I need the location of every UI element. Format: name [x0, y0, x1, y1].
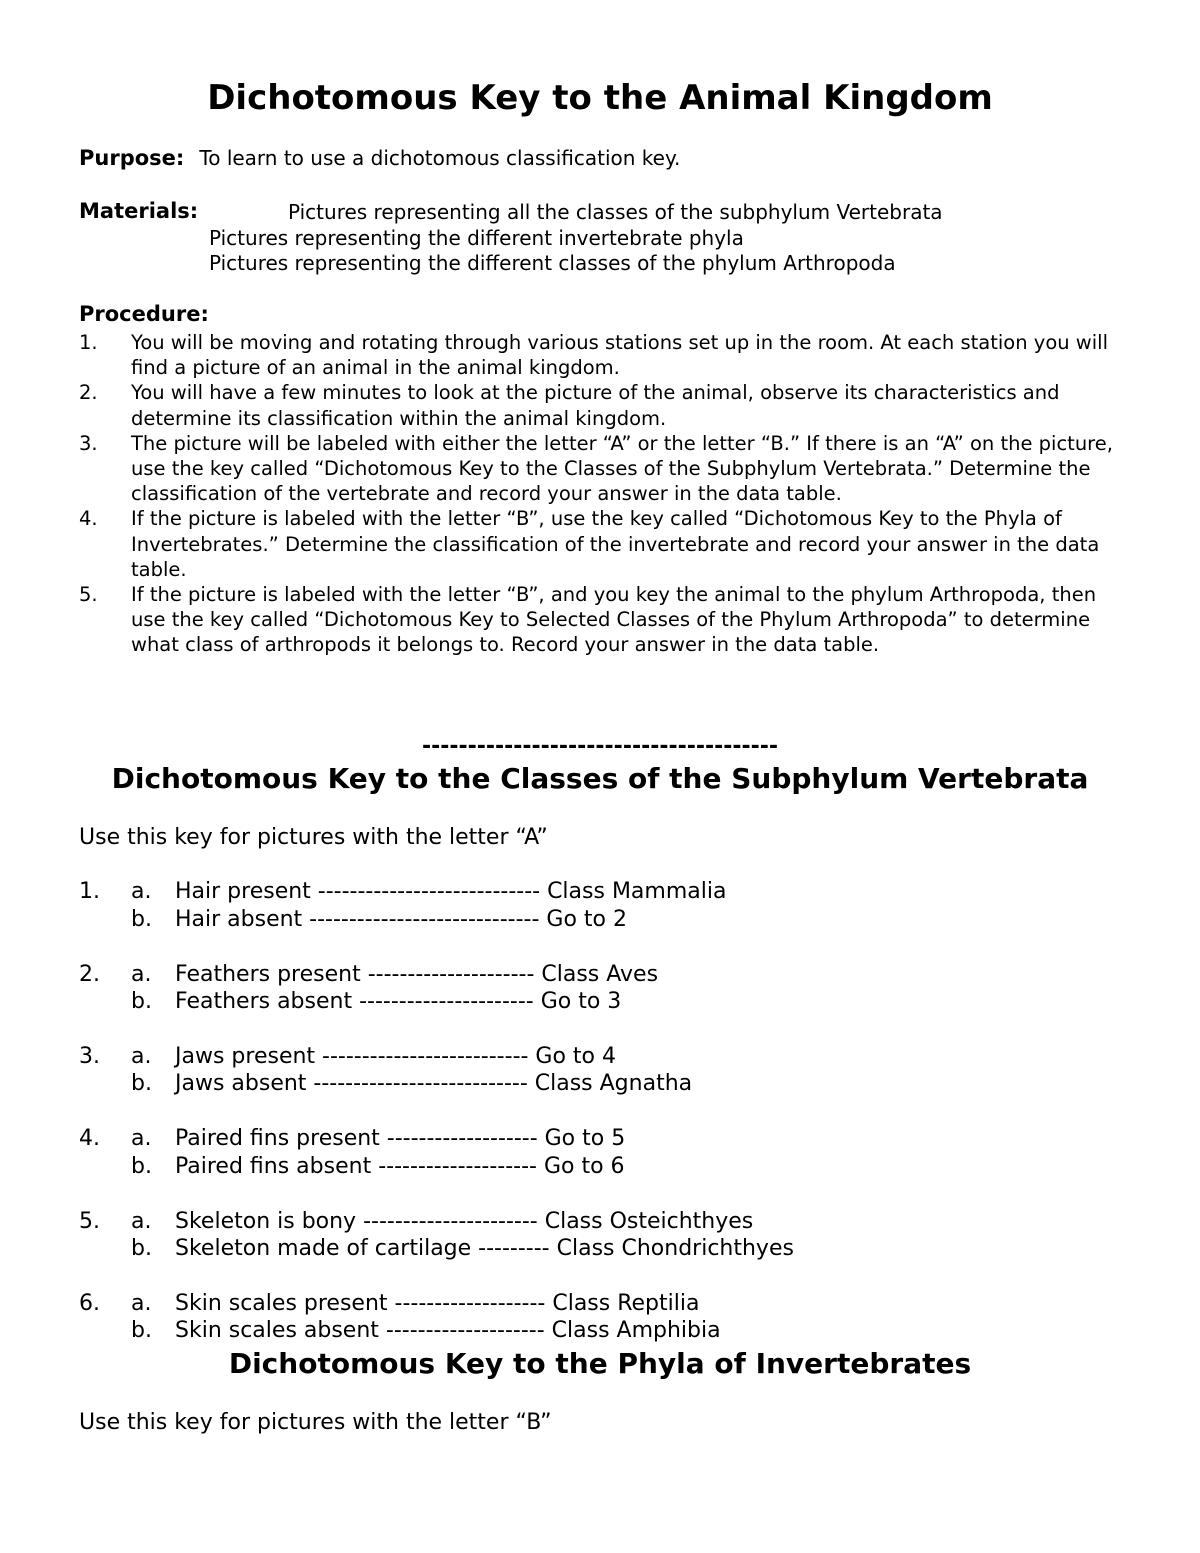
vertebrate-key-title: Dichotomous Key to the Classes of the Subphylum Vertebrata — [111, 762, 1089, 795]
choice-text: Feathers present --------------------- Class Aves — [175, 962, 659, 987]
page-title: Dichotomous Key to the Animal Kingdom — [207, 78, 993, 118]
step-number: 4. — [79, 507, 98, 531]
step-text: You will be moving and rotating through various stations set up in the room. At each station you will find a picture of an animal in the animal kingdom. — [131, 331, 1109, 380]
vertebrate-key-intro: Use this key for pictures with the letter “A” — [79, 825, 548, 850]
procedure-step — [79, 380, 1129, 430]
choice-letter: a. — [131, 1126, 152, 1151]
choice-letter: b. — [131, 1154, 152, 1179]
choice-text: Skeleton made of cartilage --------- Class Chondrichthyes — [175, 1236, 794, 1261]
choice-letter: a. — [131, 1291, 152, 1316]
choice-text: Skin scales present ------------------- Class Reptilia — [175, 1291, 700, 1316]
step-number: 3. — [79, 431, 98, 455]
choice-text: Jaws absent --------------------------- Class Agnatha — [175, 1071, 693, 1096]
choice-text: Hair absent ----------------------------- Go to 2 — [175, 907, 627, 932]
procedure-step — [79, 330, 1129, 380]
purpose-section — [79, 146, 680, 171]
choice-letter: b. — [131, 989, 152, 1014]
section-divider: --------------------------------------- — [421, 734, 779, 759]
choice-letter: b. — [131, 1071, 152, 1096]
couplet-number: 4. — [79, 1126, 100, 1151]
choice-letter: a. — [131, 962, 152, 987]
choice-letter: a. — [131, 1209, 152, 1234]
couplet-number: 1. — [79, 879, 100, 904]
choice-letter: b. — [131, 1318, 152, 1343]
step-text: If the picture is labeled with the letter “B”, use the key called “Dichotomous Key to the Phyla of Invertebrates.” Determine the classification of the invertebrate and record your answer in the data table. — [131, 507, 1100, 581]
couplet-number: 3. — [79, 1044, 100, 1069]
step-number: 5. — [79, 583, 98, 607]
procedure-step — [79, 506, 1129, 582]
purpose-label: Purpose: — [79, 146, 185, 170]
choice-text: Feathers absent ---------------------- Go to 3 — [175, 989, 622, 1014]
procedure-step — [79, 582, 1129, 658]
couplet-number: 2. — [79, 962, 100, 987]
choice-text: Paired fins present ------------------- Go to 5 — [175, 1126, 626, 1151]
couplet-number: 6. — [79, 1291, 100, 1316]
materials-item: Pictures representing all the classes of the subphylum Vertebrata — [288, 200, 943, 224]
choice-letter: b. — [131, 1236, 152, 1261]
procedure-list — [79, 330, 1129, 658]
invertebrate-key-title: Dichotomous Key to the Phyla of Invertebrates — [228, 1347, 972, 1380]
step-text: You will have a few minutes to look at the picture of the animal, observe its characteristics and determine its classification within the animal kingdom. — [131, 381, 1060, 430]
couplet-number: 5. — [79, 1209, 100, 1234]
step-number: 2. — [79, 381, 98, 405]
procedure-step — [79, 431, 1129, 507]
choice-text: Paired fins absent -------------------- Go to 6 — [175, 1154, 625, 1179]
choice-letter: a. — [131, 879, 152, 904]
materials-item: Pictures representing the different invertebrate phyla — [209, 226, 744, 250]
materials-label: Materials: — [79, 199, 199, 223]
purpose-text: To learn to use a dichotomous classification key. — [199, 146, 681, 170]
step-text: If the picture is labeled with the letter “B”, and you key the animal to the phylum Arthropoda, then use the key called “Dichotomous Key to Selected Classes of the Phylum Arthropoda” to determine what class of arthropods it belongs to. Record your answer in the data table. — [131, 583, 1097, 657]
materials-item: Pictures representing the different classes of the phylum Arthropoda — [209, 251, 896, 275]
choice-letter: a. — [131, 1044, 152, 1069]
step-text: The picture will be labeled with either the letter “A” or the letter “B.” If there is an “A” on the picture, use the key called “Dichotomous Key to the Classes of the Subphylum Vertebrata.” Determine the classification of the vertebrate and record your answer in the data table. — [131, 431, 1113, 506]
choice-text: Skeleton is bony ---------------------- Class Osteichthyes — [175, 1209, 754, 1234]
procedure-label: Procedure: — [79, 302, 209, 326]
choice-text: Hair present ---------------------------- Class Mammalia — [175, 879, 727, 904]
invertebrate-key-intro: Use this key for pictures with the letter “B” — [79, 1410, 552, 1435]
choice-text: Skin scales absent -------------------- Class Amphibia — [175, 1318, 721, 1343]
choice-text: Jaws present -------------------------- Go to 4 — [175, 1044, 617, 1069]
step-number: 1. — [79, 331, 98, 354]
choice-letter: b. — [131, 907, 152, 932]
